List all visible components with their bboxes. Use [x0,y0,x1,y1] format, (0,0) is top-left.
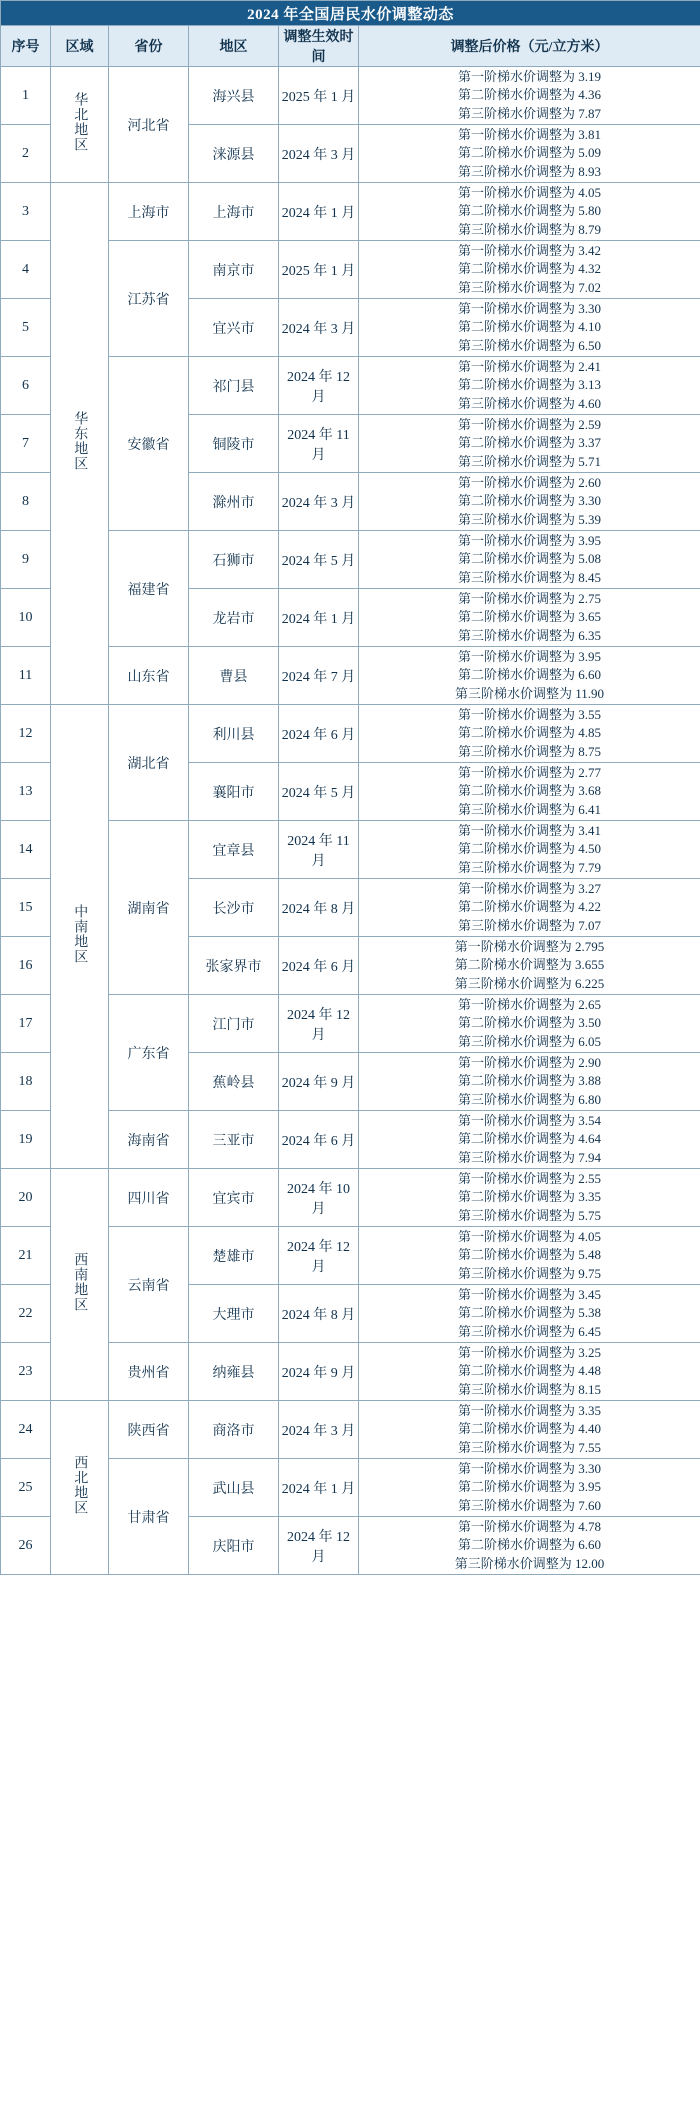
cell-no: 2 [1,125,51,183]
cell-effective-time: 2024 年 5 月 [279,531,359,589]
price-tier-line: 第二阶梯水价调整为 4.22 [458,899,602,915]
cell-adjusted-price [359,1517,700,1575]
region-label: 华北地区 [72,92,88,152]
cell-no: 17 [1,995,51,1053]
price-tier-line: 第三阶梯水价调整为 6.05 [458,1033,602,1049]
cell-province: 陕西省 [109,1401,189,1459]
cell-adjusted-price [359,125,700,183]
cell-effective-time: 2024 年 1 月 [279,1459,359,1517]
price-tier-line: 第三阶梯水价调整为 7.07 [458,917,602,933]
price-tier-line: 第二阶梯水价调整为 4.32 [458,261,602,277]
cell-area: 利川县 [189,705,279,763]
cell-area: 楚雄市 [189,1227,279,1285]
cell-no: 16 [1,937,51,995]
price-tier-line: 第一阶梯水价调整为 3.45 [458,1286,602,1302]
cell-area: 大理市 [189,1285,279,1343]
price-tier-line: 第二阶梯水价调整为 5.38 [458,1305,602,1321]
cell-area: 海兴县 [189,67,279,125]
cell-area: 武山县 [189,1459,279,1517]
price-tier-line: 第二阶梯水价调整为 3.37 [458,435,602,451]
cell-no: 22 [1,1285,51,1343]
cell-effective-time: 2024 年 1 月 [279,183,359,241]
cell-area: 宜宾市 [189,1169,279,1227]
region-label: 中南地区 [72,904,88,964]
price-tier-line: 第三阶梯水价调整为 7.60 [458,1497,602,1513]
cell-area: 三亚市 [189,1111,279,1169]
cell-effective-time: 2025 年 1 月 [279,241,359,299]
price-tier-line: 第三阶梯水价调整为 8.75 [458,743,602,759]
cell-effective-time: 2024 年 12 月 [279,1517,359,1575]
column-header-effective-time: 调整生效时间 [279,26,359,67]
cell-area: 南京市 [189,241,279,299]
price-tier-line: 第三阶梯水价调整为 7.94 [458,1149,602,1165]
price-tier-line: 第二阶梯水价调整为 6.60 [458,1537,602,1553]
cell-area: 铜陵市 [189,415,279,473]
cell-adjusted-price [359,415,700,473]
cell-effective-time: 2024 年 12 月 [279,1227,359,1285]
price-tier-line: 第一阶梯水价调整为 2.90 [458,1054,602,1070]
table-row [1,67,700,125]
cell-effective-time: 2024 年 11 月 [279,415,359,473]
price-tier-line: 第一阶梯水价调整为 4.05 [458,1228,602,1244]
cell-effective-time: 2024 年 6 月 [279,705,359,763]
cell-adjusted-price [359,647,700,705]
price-tier-line: 第三阶梯水价调整为 6.45 [458,1323,602,1339]
column-header-region: 区域 [51,26,109,67]
price-tier-line: 第一阶梯水价调整为 2.59 [458,416,602,432]
price-tier-line: 第一阶梯水价调整为 3.54 [458,1112,602,1128]
cell-no: 12 [1,705,51,763]
cell-adjusted-price [359,937,700,995]
cell-no: 9 [1,531,51,589]
cell-province: 上海市 [109,183,189,241]
cell-no: 8 [1,473,51,531]
price-tier-line: 第一阶梯水价调整为 3.95 [458,532,602,548]
cell-adjusted-price [359,1053,700,1111]
price-tier-line: 第三阶梯水价调整为 4.60 [458,395,602,411]
price-tier-line: 第三阶梯水价调整为 9.75 [458,1265,602,1281]
cell-area: 滁州市 [189,473,279,531]
price-tier-line: 第二阶梯水价调整为 4.10 [458,319,602,335]
price-tier-line: 第一阶梯水价调整为 3.81 [458,126,602,142]
cell-region [51,705,109,1169]
cell-adjusted-price [359,589,700,647]
cell-no: 11 [1,647,51,705]
price-tier-line: 第二阶梯水价调整为 4.40 [458,1421,602,1437]
price-tier-line: 第二阶梯水价调整为 3.30 [458,493,602,509]
cell-effective-time: 2024 年 12 月 [279,995,359,1053]
cell-no: 13 [1,763,51,821]
cell-region [51,1169,109,1401]
table-header-row [1,26,700,67]
price-tier-line: 第一阶梯水价调整为 3.42 [458,242,602,258]
cell-area: 长沙市 [189,879,279,937]
price-tier-line: 第二阶梯水价调整为 3.88 [458,1073,602,1089]
price-tier-line: 第三阶梯水价调整为 8.45 [458,569,602,585]
price-tier-line: 第二阶梯水价调整为 5.80 [458,203,602,219]
price-tier-line: 第二阶梯水价调整为 5.08 [458,551,602,567]
cell-area: 曹县 [189,647,279,705]
price-tier-line: 第一阶梯水价调整为 4.78 [458,1518,602,1534]
cell-effective-time: 2024 年 3 月 [279,125,359,183]
price-tier-line: 第三阶梯水价调整为 8.79 [458,221,602,237]
cell-adjusted-price [359,183,700,241]
price-tier-line: 第一阶梯水价调整为 3.19 [458,68,602,84]
cell-adjusted-price [359,473,700,531]
cell-area: 纳雍县 [189,1343,279,1401]
price-tier-line: 第一阶梯水价调整为 3.41 [458,822,602,838]
table-row [1,705,700,763]
price-tier-line: 第三阶梯水价调整为 7.87 [458,105,602,121]
price-tier-line: 第一阶梯水价调整为 3.25 [458,1344,602,1360]
column-header-adjusted-price: 调整后价格（元/立方米） [359,26,700,67]
cell-effective-time: 2024 年 12 月 [279,357,359,415]
column-header-area: 地区 [189,26,279,67]
cell-no: 25 [1,1459,51,1517]
cell-no: 20 [1,1169,51,1227]
cell-province: 四川省 [109,1169,189,1227]
cell-effective-time: 2024 年 9 月 [279,1053,359,1111]
cell-effective-time: 2024 年 6 月 [279,937,359,995]
cell-adjusted-price [359,67,700,125]
cell-adjusted-price [359,763,700,821]
price-tier-line: 第一阶梯水价调整为 3.55 [458,706,602,722]
cell-no: 23 [1,1343,51,1401]
price-tier-line: 第一阶梯水价调整为 3.30 [458,300,602,316]
price-tier-line: 第三阶梯水价调整为 7.55 [458,1439,602,1455]
cell-no: 10 [1,589,51,647]
cell-province: 湖北省 [109,705,189,821]
cell-no: 4 [1,241,51,299]
table-row [1,1401,700,1459]
price-tier-line: 第一阶梯水价调整为 3.27 [458,880,602,896]
cell-area: 庆阳市 [189,1517,279,1575]
price-tier-line: 第二阶梯水价调整为 5.48 [458,1247,602,1263]
cell-adjusted-price [359,821,700,879]
price-tier-line: 第一阶梯水价调整为 2.41 [458,358,602,374]
cell-no: 24 [1,1401,51,1459]
cell-province: 甘肃省 [109,1459,189,1575]
cell-adjusted-price [359,241,700,299]
cell-effective-time: 2024 年 8 月 [279,1285,359,1343]
cell-adjusted-price [359,1401,700,1459]
cell-effective-time: 2024 年 3 月 [279,1401,359,1459]
cell-effective-time: 2024 年 11 月 [279,821,359,879]
price-tier-line: 第一阶梯水价调整为 2.65 [458,996,602,1012]
price-tier-line: 第三阶梯水价调整为 5.75 [458,1207,602,1223]
cell-effective-time: 2024 年 3 月 [279,299,359,357]
price-tier-line: 第一阶梯水价调整为 4.05 [458,184,602,200]
cell-adjusted-price [359,357,700,415]
price-tier-line: 第三阶梯水价调整为 7.02 [458,279,602,295]
cell-area: 石狮市 [189,531,279,589]
cell-no: 6 [1,357,51,415]
cell-area: 宜章县 [189,821,279,879]
cell-adjusted-price [359,1459,700,1517]
price-tier-line: 第二阶梯水价调整为 3.13 [458,377,602,393]
cell-adjusted-price [359,1343,700,1401]
cell-region [51,183,109,705]
price-tier-line: 第一阶梯水价调整为 3.30 [458,1460,602,1476]
cell-area: 上海市 [189,183,279,241]
price-tier-line: 第一阶梯水价调整为 2.55 [458,1170,602,1186]
cell-province: 安徽省 [109,357,189,531]
cell-effective-time: 2025 年 1 月 [279,67,359,125]
region-label: 华东地区 [72,411,88,471]
price-tier-line: 第二阶梯水价调整为 4.50 [458,841,602,857]
price-tier-line: 第二阶梯水价调整为 4.85 [458,725,602,741]
price-tier-line: 第二阶梯水价调整为 3.95 [458,1479,602,1495]
price-tier-line: 第三阶梯水价调整为 6.225 [454,975,605,991]
cell-adjusted-price [359,531,700,589]
price-tier-line: 第三阶梯水价调整为 6.35 [458,627,602,643]
cell-effective-time: 2024 年 8 月 [279,879,359,937]
price-tier-line: 第二阶梯水价调整为 3.50 [458,1015,602,1031]
column-header-province: 省份 [109,26,189,67]
price-tier-line: 第三阶梯水价调整为 8.15 [458,1381,602,1397]
price-tier-line: 第三阶梯水价调整为 6.50 [458,337,602,353]
price-tier-line: 第三阶梯水价调整为 6.80 [458,1091,602,1107]
price-tier-line: 第三阶梯水价调整为 8.93 [458,163,602,179]
price-tier-line: 第二阶梯水价调整为 3.655 [454,957,605,973]
table-row [1,183,700,241]
cell-adjusted-price [359,879,700,937]
cell-area: 龙岩市 [189,589,279,647]
cell-no: 18 [1,1053,51,1111]
cell-adjusted-price [359,1285,700,1343]
price-tier-line: 第二阶梯水价调整为 5.09 [458,145,602,161]
cell-adjusted-price [359,1111,700,1169]
cell-area: 涞源县 [189,125,279,183]
price-tier-line: 第二阶梯水价调整为 3.68 [458,783,602,799]
price-tier-line: 第三阶梯水价调整为 12.00 [454,1555,605,1571]
cell-area: 江门市 [189,995,279,1053]
cell-province: 江苏省 [109,241,189,357]
cell-no: 1 [1,67,51,125]
cell-effective-time: 2024 年 7 月 [279,647,359,705]
price-tier-line: 第二阶梯水价调整为 4.48 [458,1363,602,1379]
column-header-no: 序号 [1,26,51,67]
cell-no: 21 [1,1227,51,1285]
cell-adjusted-price [359,995,700,1053]
cell-no: 14 [1,821,51,879]
table-title-row [1,1,700,26]
page-title: 2024 年全国居民水价调整动态 [1,1,700,26]
cell-no: 26 [1,1517,51,1575]
cell-province: 广东省 [109,995,189,1111]
cell-adjusted-price [359,299,700,357]
cell-no: 19 [1,1111,51,1169]
cell-effective-time: 2024 年 1 月 [279,589,359,647]
price-tier-line: 第三阶梯水价调整为 5.71 [458,453,602,469]
cell-province: 湖南省 [109,821,189,995]
cell-province: 海南省 [109,1111,189,1169]
table-row [1,1169,700,1227]
cell-province: 云南省 [109,1227,189,1343]
cell-adjusted-price [359,1227,700,1285]
price-tier-line: 第一阶梯水价调整为 2.75 [458,590,602,606]
cell-province: 福建省 [109,531,189,647]
cell-no: 7 [1,415,51,473]
price-tier-line: 第二阶梯水价调整为 4.36 [458,87,602,103]
price-tier-line: 第一阶梯水价调整为 3.95 [458,648,602,664]
price-tier-line: 第一阶梯水价调整为 2.795 [454,938,605,954]
cell-no: 15 [1,879,51,937]
cell-area: 祁门县 [189,357,279,415]
cell-effective-time: 2024 年 3 月 [279,473,359,531]
cell-province: 河北省 [109,67,189,183]
price-tier-line: 第二阶梯水价调整为 3.65 [458,609,602,625]
region-label: 西南地区 [72,1252,88,1312]
price-tier-line: 第三阶梯水价调整为 11.90 [454,685,605,701]
price-tier-line: 第二阶梯水价调整为 6.60 [458,667,602,683]
region-label: 西北地区 [72,1455,88,1515]
cell-effective-time: 2024 年 9 月 [279,1343,359,1401]
price-tier-line: 第一阶梯水价调整为 2.77 [458,764,602,780]
cell-no: 5 [1,299,51,357]
cell-effective-time: 2024 年 5 月 [279,763,359,821]
cell-effective-time: 2024 年 10 月 [279,1169,359,1227]
cell-region [51,67,109,183]
cell-adjusted-price [359,1169,700,1227]
cell-province: 贵州省 [109,1343,189,1401]
cell-province: 山东省 [109,647,189,705]
cell-area: 蕉岭县 [189,1053,279,1111]
price-tier-line: 第一阶梯水价调整为 2.60 [458,474,602,490]
cell-area: 张家界市 [189,937,279,995]
cell-region [51,1401,109,1575]
price-tier-line: 第二阶梯水价调整为 4.64 [458,1131,602,1147]
cell-adjusted-price [359,705,700,763]
cell-area: 襄阳市 [189,763,279,821]
price-tier-line: 第一阶梯水价调整为 3.35 [458,1402,602,1418]
cell-area: 商洛市 [189,1401,279,1459]
cell-no: 3 [1,183,51,241]
price-tier-line: 第三阶梯水价调整为 6.41 [458,801,602,817]
price-tier-line: 第三阶梯水价调整为 5.39 [458,511,602,527]
price-tier-line: 第二阶梯水价调整为 3.35 [458,1189,602,1205]
price-tier-line: 第三阶梯水价调整为 7.79 [458,859,602,875]
cell-area: 宜兴市 [189,299,279,357]
cell-effective-time: 2024 年 6 月 [279,1111,359,1169]
